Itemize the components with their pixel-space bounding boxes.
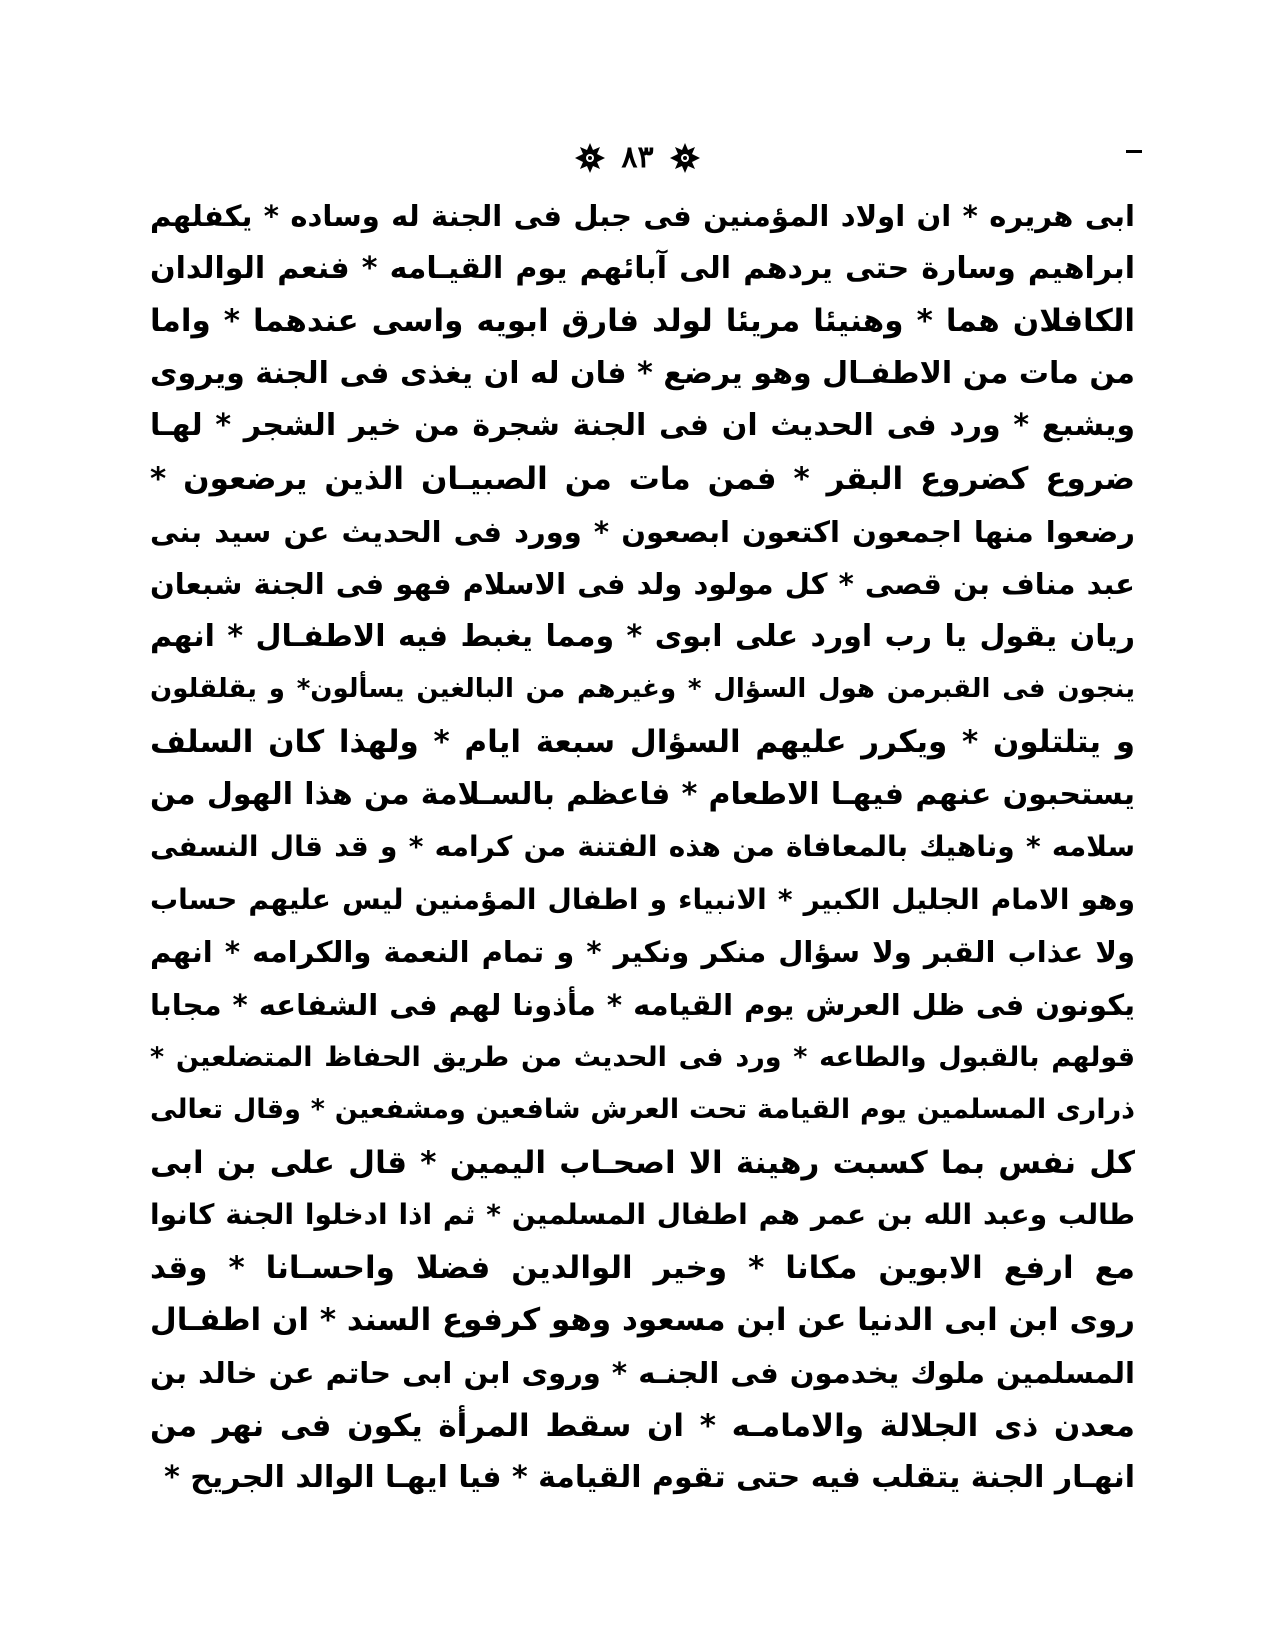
text-line: ابى هريره * ان اولاد المؤمنين فى جبل فى الجنة له وساده * يكفلهم (150, 199, 1135, 233)
text-line: قولهم بالقبول والطاعه * ورد فى الحديث من طريق الحفاظ المتضلعين * (150, 1041, 1135, 1073)
text-line: مع ارفع الابوين مكانا * وخير الوالدين فضلا واحسـانا * وقد (150, 1249, 1135, 1286)
text-line: يكونون فى ظل العرش يوم القيامه * مأذونا لهم فى الشفاعه * مجابا (150, 987, 1135, 1022)
text-line: معدن ذى الجلالة والامامـه * ان سقط المرأة يكون فى نهر من (150, 1407, 1135, 1444)
floral-ornament-icon (573, 141, 607, 175)
body-text (150, 190, 1135, 1505)
page-number: ٨٣ (621, 140, 654, 175)
text-line: وهو الامام الجليل الكبير * الانبياء و اطفال المؤمنين ليس عليهم حساب (150, 882, 1135, 916)
text-line: ضروع كضروع البقر * فمن مات من الصبيـان الذين يرضعون * (150, 460, 1135, 497)
page-header (0, 128, 1275, 188)
text-line: يستحبون عنهم فيهـا الاطعام * فاعظم بالسـلامة من هذا الهول من (150, 776, 1135, 812)
text-line: كل نفس بما كسبت رهينة الا اصحـاب اليمين * قال على بن ابى (150, 1144, 1135, 1181)
text-line: ريان يقول يا رب اورد على ابوى * ومما يغبط فيه الاطفـال * انهم (150, 618, 1135, 654)
text-line: المسلمين ملوك يخدمون فى الجنـه * وروى ابن ابى حاتم عن خالد بن (150, 1356, 1135, 1391)
text-line: سلامه * وناهيك بالمعافاة من هذه الفتنة من كرامه * و قد قال النسفى (150, 830, 1135, 864)
text-line: ابراهيم وسارة حتى يردهم الى آبائهم يوم القيـامه * فنعم الوالدان (150, 250, 1135, 286)
text-line: رضعوا منها اجمعون اكتعون ابصعون * وورد فى الحديث عن سيد بنى (150, 514, 1135, 549)
text-line: من مات من الاطفـال وهو يرضع * فان له ان يغذى فى الجنة ويروى (150, 355, 1135, 391)
text-line: طالب وعبد الله بن عمر هم اطفال المسلمين * ثم اذا ادخلوا الجنة كانوا (150, 1198, 1135, 1232)
text-line: ينجون فى القبرمن هول السؤال * وغيرهم من البالغين يسألون* و يقلقلون (150, 674, 1135, 705)
text-line: انهـار الجنة يتقلب فيه حتى تقوم القيامة * فيا ايهـا الوالد الجريح * (164, 1460, 1135, 1496)
floral-ornament-icon (668, 141, 702, 175)
text-line: و يتلتلون * ويكرر عليهم السؤال سبعة ايام * ولهذا كان السلف (150, 723, 1135, 760)
text-line: روى ابن ابى الدنيا عن ابن مسعود وهو كرفوع السند * ان اطفـال (150, 1302, 1135, 1339)
text-line: الكافلان هما * وهنيئا مريئا لولد فارق ابويه واسى عندهما * واما (150, 303, 1135, 340)
text-line: عبد مناف بن قصى * كل مولود ولد فى الاسلام فهو فى الجنة شبعان (150, 567, 1135, 602)
text-line: ذرارى المسلمين يوم القيامة تحت العرش شافعين ومشفعين * وقال تعالى (150, 1094, 1135, 1126)
text-line: ويشبع * ورد فى الحديث ان فى الجنة شجرة من خير الشجر * لهـا (150, 408, 1135, 444)
margin-mark (1126, 150, 1142, 153)
text-line: ولا عذاب القبر ولا سؤال منكر ونكير * و تمام النعمة والكرامه * انهم (150, 935, 1135, 970)
